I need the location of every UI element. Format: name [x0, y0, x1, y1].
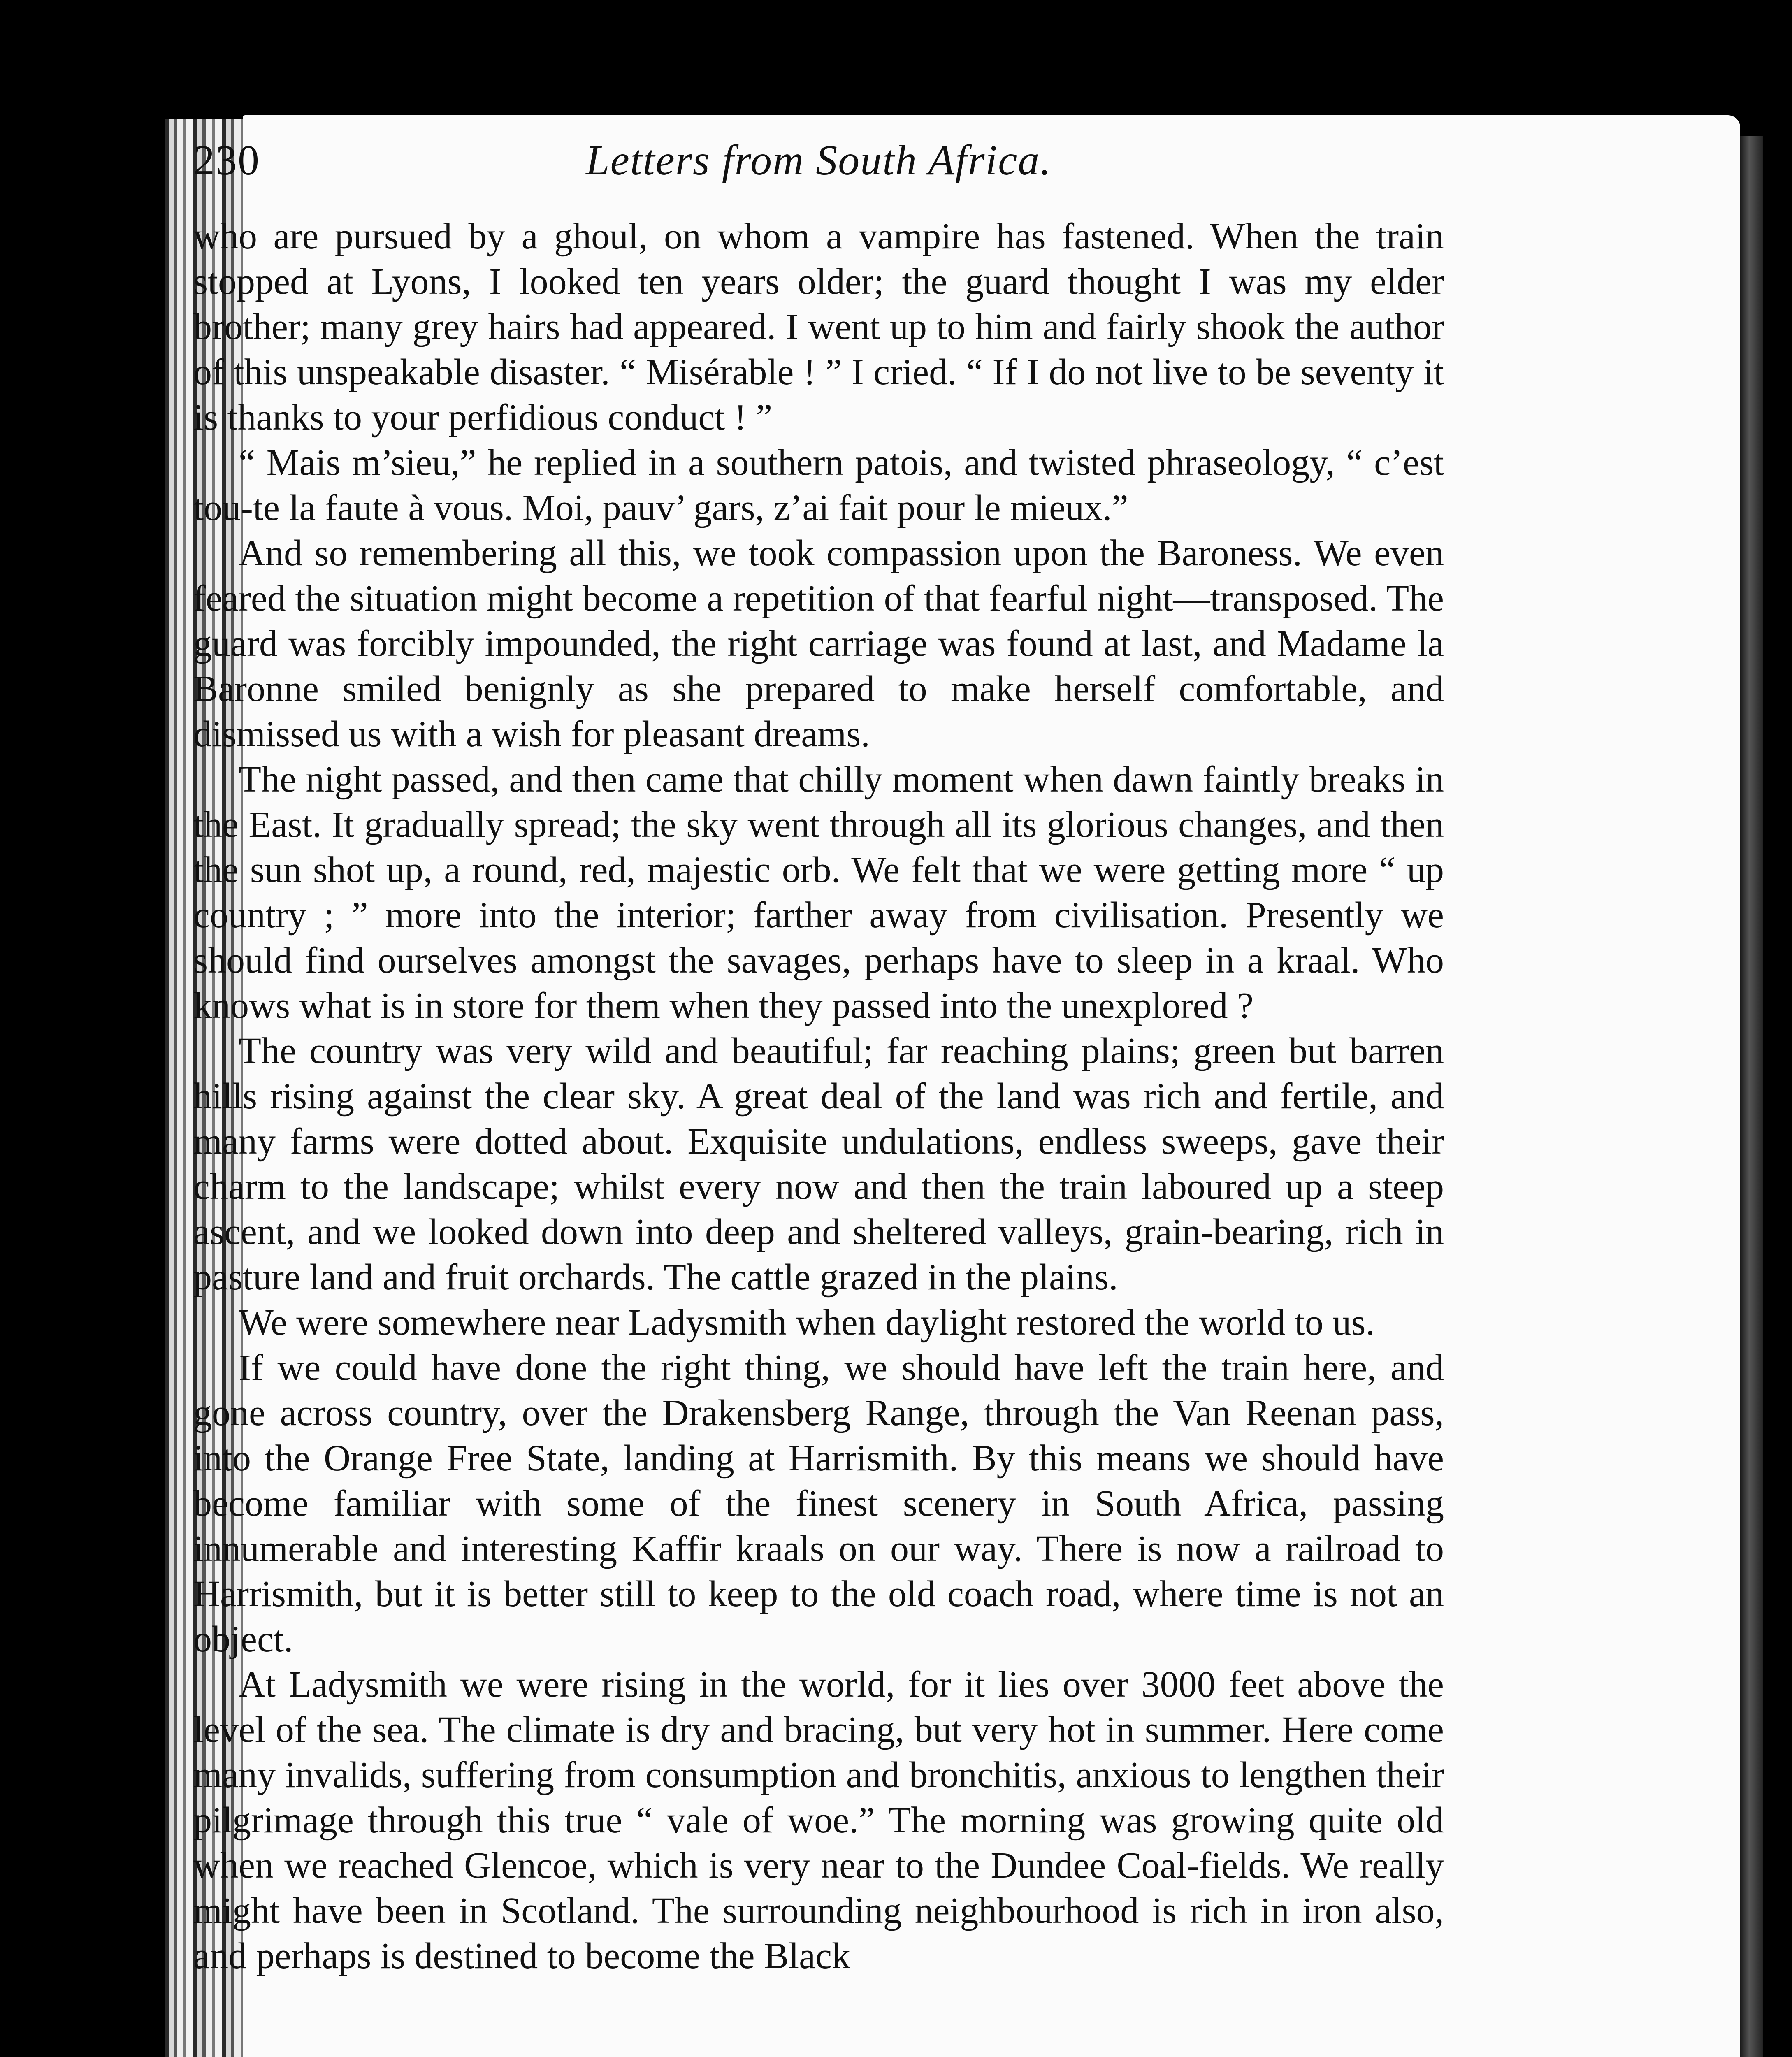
- paragraph-5: The country was very wild and beautiful; far reaching plains; green but barren hills rising against the clear sky. A great deal of the land was rich and fertile, and many farms were dotted about. Exquisite undulations, endless sweeps, gave their charm to the landscape; whilst every now and then the train laboured up a steep ascent, and we looked down into deep and sheltered valleys, grain-bearing, rich in pasture land and fruit orchards. The cattle grazed in the plains.: [193, 1031, 1444, 1298]
- page-number: 230: [193, 137, 260, 184]
- paragraph-8: At Ladysmith we were rising in the world, for it lies over 3000 feet above the level of the sea. The climate is dry and bracing, but very hot in summer. Here come many invalids, suffering from consumption and bronchitis, anxious to lengthen their pilgrimage through this true “ vale of woe.” The morning was growing quite old when we reached Glencoe, which is very near to the Dundee Coal-fields. We really might have been in Scotland. The surrounding neighbourhood is rich in iron also, and perhaps is destined to become the Black: [193, 1664, 1444, 1976]
- paragraph-2: “ Mais m’sieu,” he replied in a southern patois, and twisted phraseology, “ c’est tou-te la faute à vous. Moi, pauv’ gars, z’ai fait pour le mieux.”: [193, 442, 1444, 528]
- paragraph-7: If we could have done the right thing, we should have left the train here, and gone across country, over the Drakensberg Range, through the Van Reenan pass, into the Orange Free State, landing at Harrismith. By this means we should have become familiar with some of the finest scenery in South Africa, passing innumerable and interesting Kaffir kraals on our way. There is now a railroad to Harrismith, but it is better still to keep to the old coach road, where time is not an object.: [193, 1347, 1444, 1660]
- paragraph-6: We were somewhere near Ladysmith when daylight restored the world to us.: [239, 1302, 1375, 1343]
- page-header: [193, 136, 1444, 218]
- paragraph-3: And so remembering all this, we took compassion upon the Baroness. We even feared the situation might become a repetition of that fearful night—transposed. The guard was forcibly impounded, the right carriage was found at last, and Madame la Baronne smiled benignly as she prepared to make herself comfortable, and dismissed us with a wish for pleasant dreams.: [193, 533, 1444, 755]
- paragraph-4: The night passed, and then came that chilly moment when dawn faintly breaks in the East. It gradually spread; the sky went through all its glorious changes, and then the sun shot up, a round, red, majestic orb. We felt that we were getting more “ up country ; ” more into the interior; farther away from civilisation. Presently we should find ourselves amongst the savages, perhaps have to sleep in a kraal. Who knows what is in store for them when they passed into the unexplored ?: [193, 759, 1444, 1026]
- paragraph-1: who are pursued by a ghoul, on whom a vampire has fastened. When the train stopped at Lyons, I looked ten years older; the guard thought I was my elder brother; many grey hairs had appeared. I went up to him and fairly shook the author of this unspeakable disaster. “ Misérable ! ” I cried. “ If I do not live to be seventy it is thanks to your perfidious conduct ! ”: [193, 216, 1444, 438]
- running-title: Letters from South Africa.: [585, 137, 1052, 184]
- page-edge-right: [1740, 136, 1763, 2057]
- body-text: [193, 214, 1444, 1979]
